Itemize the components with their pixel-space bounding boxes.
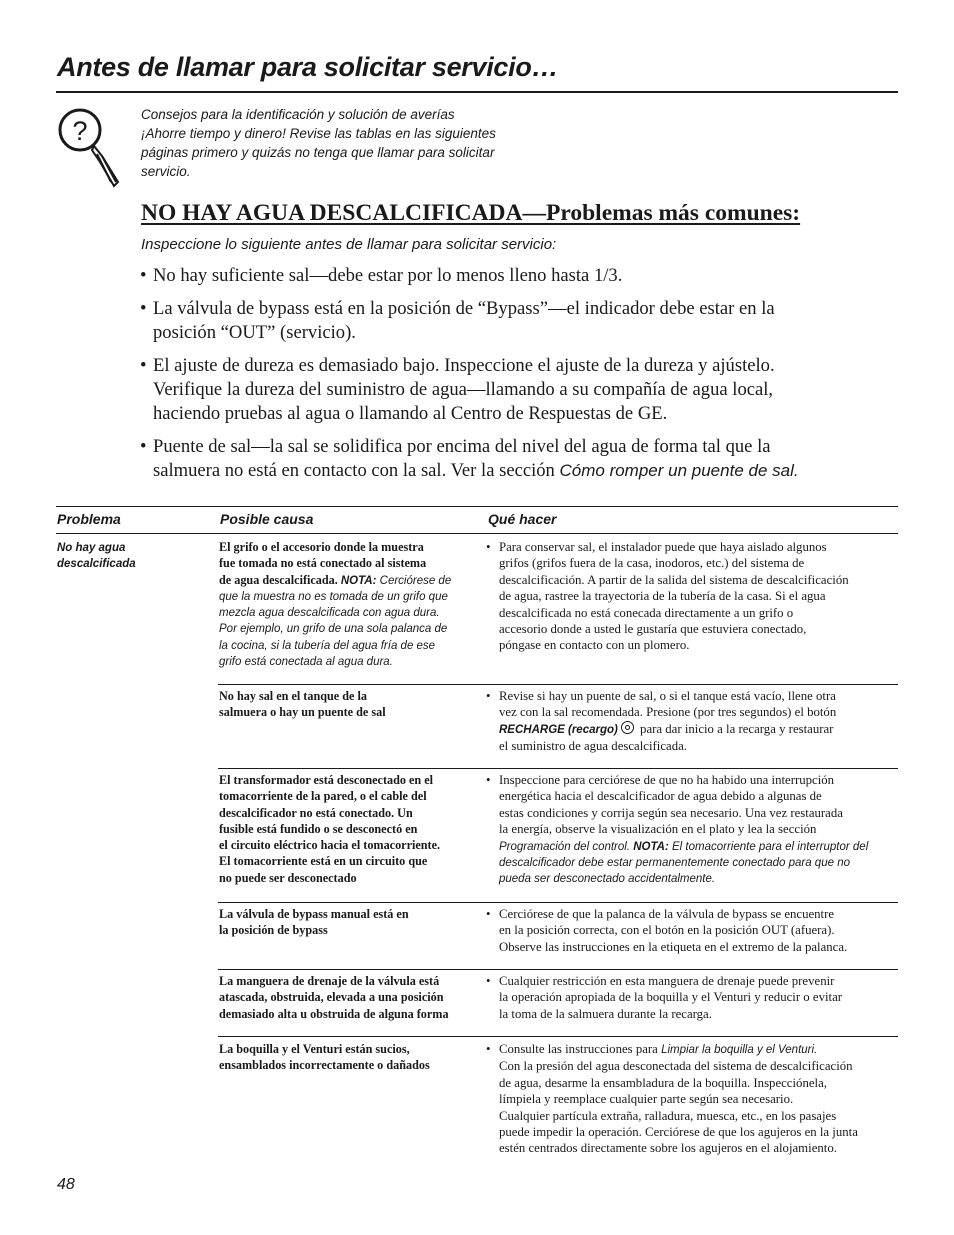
tips-line: ¡Ahorre tiempo y dinero! Revise las tablas en las siguientes: [141, 126, 496, 141]
cause-cell: La boquilla y el Venturi están sucios, ensamblados incorrectamente o dañados: [219, 1042, 430, 1073]
problem-label: No hay agua descalcificada: [57, 542, 136, 570]
page-title: Antes de llamar para solicitar servicio…: [57, 52, 559, 82]
row-divider: [218, 969, 898, 970]
list-item: • Puente de sal—la sal se solidifica por encima del nivel del agua de forma tal que la salmuera no está en contacto con la sal. Ver la sección Cómo romper un puente de sal.: [140, 436, 799, 481]
row-divider: [218, 902, 898, 903]
tips-line: servicio.: [141, 164, 191, 179]
fix-cell: • Consulte las instrucciones para Limpiar la boquilla y el Venturi. Con la presión del agua desconectada del sistema de descalcificación de agua, desarme la ensambladura de la boquilla. Inspecciónela, límpiela y reemplace cualquier parte según sea necesario. Cualquier partícula extraña, ralladura, muesca, etc., en los pasajes puede impedir la operación. Cerciórese de que los agujeros en la junta estén centrados directamente sobre los agujeros en el alojamiento.: [486, 1042, 858, 1156]
row-divider: [218, 684, 898, 685]
bullet-icon: •: [140, 265, 147, 286]
page-number: 48: [57, 1176, 75, 1193]
title-divider: [56, 91, 898, 93]
bullet-icon: •: [140, 355, 147, 376]
section-reference: Cómo romper un puente de sal.: [559, 461, 799, 480]
cause-cell: La válvula de bypass manual está en la posición de bypass: [219, 907, 409, 938]
fix-cell: • Para conservar sal, el instalador puede que haya aislado algunos grifos (grifos fuera de la casa, inodoros, etc.) del sistema de descalcificación. A partir de la salida del sistema de descalcificación de agua, rastree la trayectoria de la tubería de la casa. Si el agua descalcificada no está conecada directamente a un grifo o accesorio donde a usted le gustaría que estuviera conectado, póngase en contacto con un plomero.: [486, 540, 849, 653]
svg-text:?: ?: [72, 116, 88, 146]
tips-line: Consejos para la identificación y solución de averías: [141, 107, 455, 122]
bullet-icon: •: [486, 689, 491, 703]
row-divider: [218, 768, 898, 769]
tips-intro: [141, 105, 541, 181]
bullet-icon: •: [486, 974, 491, 988]
fix-cell: • Revise si hay un puente de sal, o si el tanque está vacío, llene otra vez con la sal recomendada. Presione (por tres segundos) el botón RECHARGE (recargo) para dar inicio a la recarga y restaurar el suministro de agua descalcificada.: [486, 689, 837, 754]
section-subtitle: Inspeccione lo siguiente antes de llamar para solicitar servicio:: [141, 236, 557, 253]
bullet-icon: •: [140, 298, 147, 319]
bullet-icon: •: [486, 540, 491, 554]
list-item: • No hay suficiente sal—debe estar por lo menos lleno hasta 1/3.: [140, 265, 623, 286]
bullet-icon: •: [486, 773, 491, 787]
column-header-problem: Problema: [57, 511, 121, 527]
table-header-rule: [56, 533, 898, 534]
fix-cell: • Cerciórese de que la palanca de la válvula de bypass se encuentre en la posición correcta, con el botón en la posición OUT (afuera). Observe las instrucciones en la etiqueta en el extremo de la palanca.: [486, 907, 848, 954]
table-top-rule: [56, 506, 898, 507]
tips-line: páginas primero y quizás no tenga que llamar para solicitar: [141, 145, 495, 160]
recharge-button-label: RECHARGE (recargo): [499, 723, 618, 736]
bullet-icon: •: [140, 436, 147, 457]
cause-cell: No hay sal en el tanque de la salmuera o hay un puente de sal: [219, 689, 386, 720]
row-divider: [218, 1036, 898, 1037]
fix-cell: • Inspeccione para cerciórese de que no ha habido una interrupción energética hacia el descalcificador de agua debido a algunas de estas condiciones y corrija según sea necesario. Una vez restaurada la energía, observe la visualización en el plato y lea la sección Programación del control. NOTA: El tomacorriente para el interruptor del descalcificador debe estar permanentemente conectado para que no pueda ser desconectado accidentalmente.: [486, 773, 869, 886]
common-problems-list: [140, 264, 900, 492]
cause-cell: El grifo o el accesorio donde la muestra fue tomada no está conectado al sistema de agua descalcificada. NOTA: Cerciórese de que la muestra no es tomada de un grifo que mezcla agua descalcificada con agua dura. Por ejemplo, un grifo de una sola palanca de la cocina, si la tubería del agua fría de ese grifo está conectada al agua dura.: [219, 540, 452, 669]
bullet-icon: •: [486, 907, 491, 921]
list-item: • La válvula de bypass está en la posición de “Bypass”—el indicador debe estar en la posición “OUT” (servicio).: [140, 298, 775, 343]
cause-cell: La manguera de drenaje de la válvula está atascada, obstruida, elevada a una posición demasiado alta u obstruida de alguna forma: [219, 974, 449, 1021]
recharge-button-icon: [621, 721, 634, 734]
list-item: • El ajuste de dureza es demasiado bajo. Inspeccione el ajuste de la dureza y ajústelo. Verifique la dureza del suministro de agua—llamando a su compañía de agua local, haciendo pruebas al agua o llamando al Centro de Respuestas de GE.: [140, 355, 775, 424]
fix-cell: • Cualquier restricción en esta manguera de drenaje puede prevenir la operación apropiada de la boquilla y el Venturi y reducir o evitar la toma de la salmuera durante la recarga.: [486, 974, 843, 1021]
column-header-fix: Qué hacer: [488, 511, 557, 527]
question-magnifier-icon: [56, 104, 126, 190]
column-header-cause: Posible causa: [220, 511, 314, 527]
cause-cell: El transformador está desconectado en el tomacorriente de la pared, o el cable del descalcificador no está conectado. Un fusible está fundido o se desconectó en el circuito eléctrico hacia el tomacorriente. El tomacorriente está en un circuito que no puede ser desconectado: [219, 773, 441, 885]
bullet-icon: •: [486, 1042, 491, 1056]
section-heading: NO HAY AGUA DESCALCIFICADA—Problemas más comunes:: [141, 200, 801, 226]
